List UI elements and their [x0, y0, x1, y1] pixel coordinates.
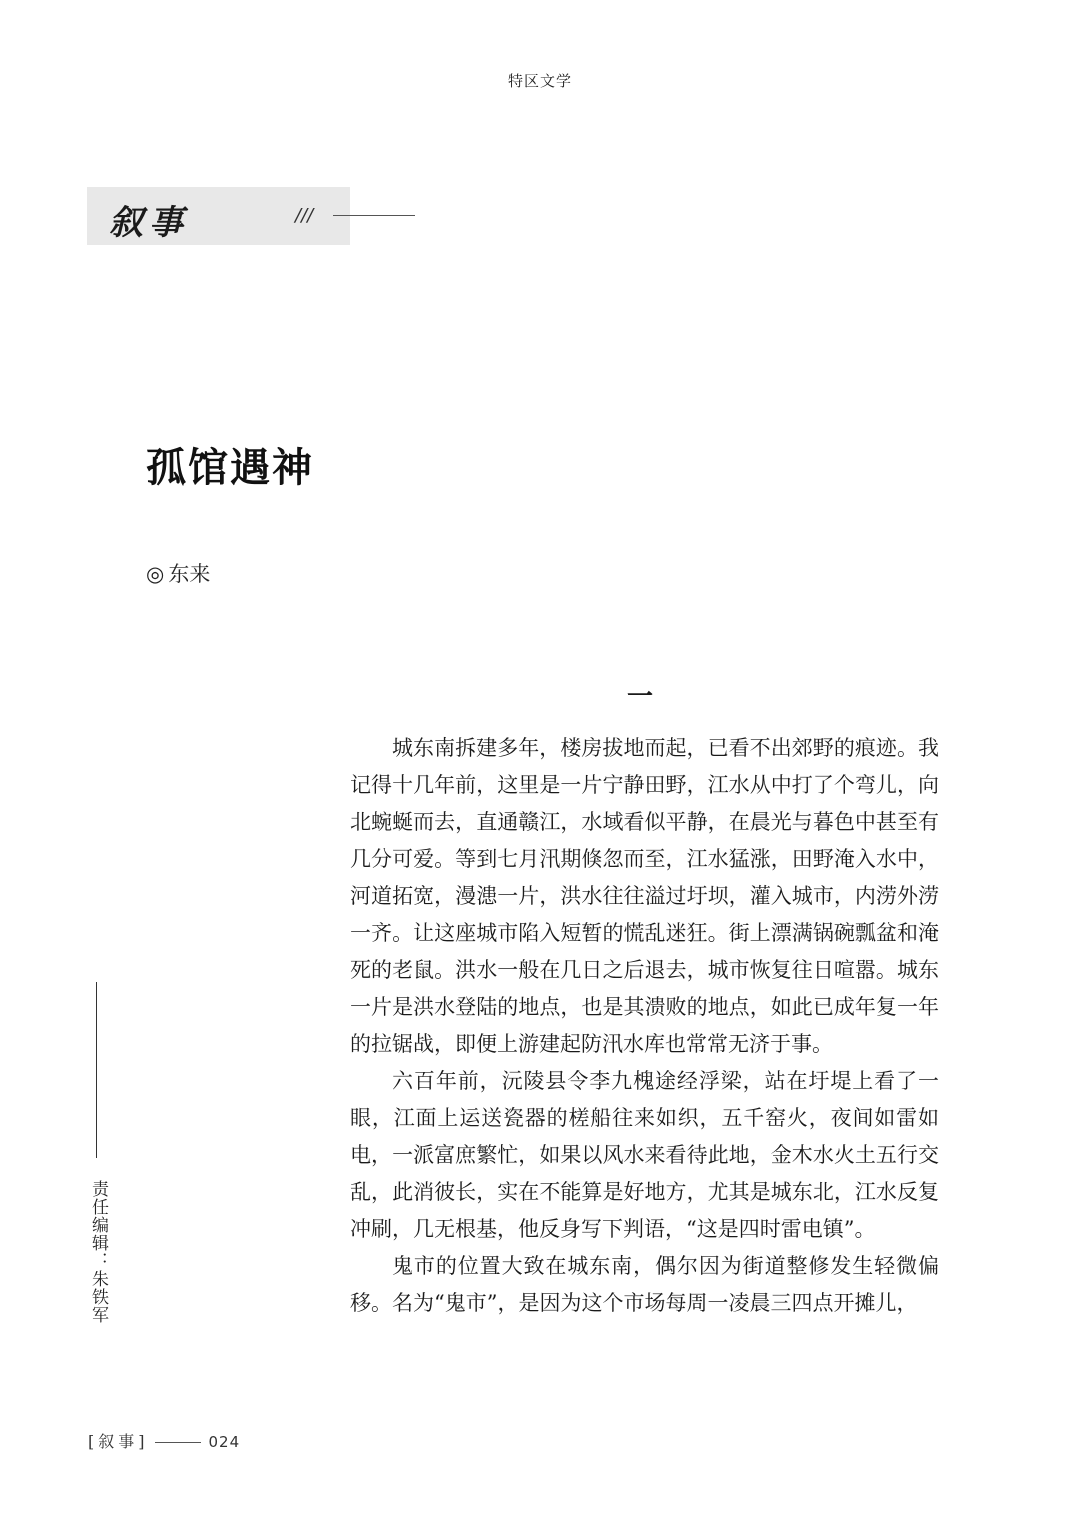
page-footer: [88, 1429, 240, 1452]
footer-divider: [155, 1442, 201, 1443]
body-paragraph: 六百年前，沅陵县令李九槐途经浮梁，站在圩堤上看了一眼，江面上运送瓷器的槎船往来如织，五千窑火，夜间如雷如电，一派富庶繁忙，如果以风水来看待此地，金木水火土五行交乱，此消彼长，实在不能算是好地方，尤其是城东北，江水反复冲刷，几无根基，他反身写下判语，“这是四时雷电镇”。: [350, 1069, 939, 1241]
magazine-name: 特区文学: [507, 72, 572, 90]
article-body: [350, 730, 939, 1322]
footer-section-label: [叙事]: [88, 1432, 149, 1451]
byline: [146, 558, 210, 588]
editor-rule: [96, 982, 97, 1158]
author-name: 东来: [168, 562, 211, 586]
section-tab-divider: [333, 215, 415, 216]
body-paragraph: 鬼市的位置大致在城东南，偶尔因为街道整修发生轻微偏移。名为“鬼市”，是因为这个市场每周一凌晨三四点开摊儿，: [350, 1254, 939, 1315]
body-paragraph: 城东南拆建多年，楼房拔地而起，已看不出郊野的痕迹。我记得十几年前，这里是一片宁静田野，江水从中打了个弯儿，向北蜿蜒而去，直通赣江，水域看似平静，在晨光与暮色中甚至有几分可爱。等到七月汛期倏忽而至，江水猛涨，田野淹入水中，河道拓宽，漫漶一片，洪水往往溢过圩坝，灌入城市，内涝外涝一齐。让这座城市陷入短暂的慌乱迷狂。街上漂满锅碗瓢盆和淹死的老鼠。洪水一般在几日之后退去，城市恢复往日喧嚣。城东一片是洪水登陆的地点，也是其溃败的地点，如此已成年复一年的拉锯战，即便上游建起防汛水库也常常无济于事。: [350, 736, 939, 1056]
section-tab: [87, 187, 350, 245]
editor-credit: 责任编辑：朱铁军: [88, 1180, 108, 1324]
byline-mark: ◎: [146, 562, 165, 586]
section-tab-label: 叙事: [109, 203, 189, 243]
article-title: 孤馆遇神: [146, 445, 314, 491]
page-number: 024: [208, 1433, 241, 1451]
section-tab-slashes: ///: [295, 205, 314, 226]
chapter-number: 一: [626, 682, 653, 712]
